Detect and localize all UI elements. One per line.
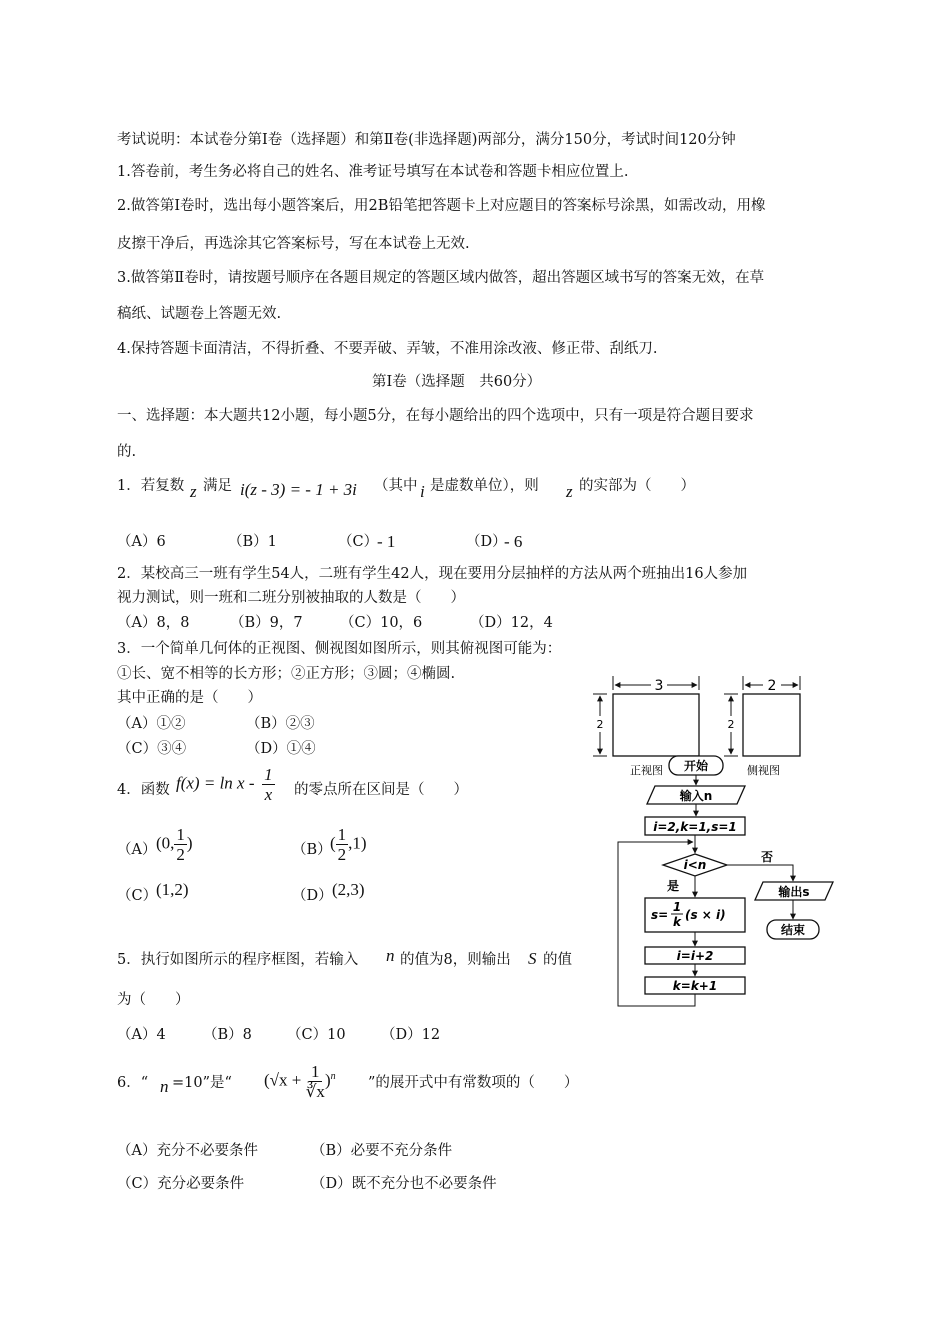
instruction-item-2-line1: 2.做答第Ⅰ卷时，选出每小题答案后，用2B铅笔把答题卡上对应题目的答案标号涂黑，如需改动，用橡 (117, 198, 766, 214)
q4-option-a-fraction (174, 826, 187, 863)
q1-text-1: 1．若复数 (117, 478, 185, 494)
q4-option-a-label: （A） (117, 842, 157, 858)
q6-expression-num: 1 (311, 1062, 320, 1081)
instruction-item-4: 4.保持答题卡面清洁，不得折叠、不要弄破、弄皱，不准用涂改液、修正带、刮纸刀. (117, 341, 658, 357)
flow-init-label: i=2,k=1,s=1 (653, 820, 737, 834)
q1-text-4: 是虚数单位），则 (430, 478, 539, 494)
q4-text-1: 4．函数 (117, 782, 170, 798)
q5-text-1: 5．执行如图所示的程序框图，若输入 (117, 952, 359, 968)
q1-var-z: z (190, 482, 197, 501)
q6-expression-pre: (√x + (264, 1070, 302, 1090)
q4-text-2: 的零点所在区间是（ ） (294, 782, 468, 798)
q4-fraction-numerator: 1 (264, 765, 273, 784)
q6-text-3: ”的展开式中有常数项的（ ） (368, 1075, 579, 1091)
q5-line2: 为（ ） (117, 992, 190, 1008)
flow-start-label: 开始 (683, 759, 709, 773)
q6-var-n: n (160, 1077, 169, 1096)
q6-text-2: =10”是“ (172, 1075, 232, 1091)
q4-option-a-pre: (0, (156, 833, 175, 853)
q4-option-d-value: (2,3) (332, 880, 365, 899)
q1-option-a: （A）6 (117, 534, 166, 550)
q5-var-s: S (528, 949, 537, 968)
q2-line2: 视力测试，则一班和二班分别被抽取的人数是（ ） (117, 590, 465, 606)
front-width-label: 3 (654, 678, 664, 694)
flowchart (618, 756, 833, 1006)
q4-option-a-num: 1 (176, 825, 185, 844)
q3-option-b: （B）②③ (246, 716, 315, 732)
q5-text-2: 的值为8，则输出 (400, 952, 511, 968)
q5-option-b: （B）8 (203, 1027, 252, 1043)
q4-option-a-post: ) (186, 833, 193, 853)
q1-var-z-2: z (566, 482, 573, 501)
front-view-label: 正视图 (630, 764, 663, 777)
q2-option-c: （C）10，6 (340, 615, 423, 631)
q5-option-d: （D）12 (381, 1027, 441, 1043)
q6-option-c: （C）充分必要条件 (117, 1176, 245, 1192)
flow-input-label: 输入n (679, 789, 713, 803)
q4-option-a-value (156, 826, 193, 863)
q6-text-1: 6．“ (117, 1075, 149, 1091)
instruction-item-3-line2: 稿纸、试题卷上答题无效. (117, 306, 282, 322)
flow-end-label: 结束 (780, 923, 806, 937)
part1-intro-line2: 的. (117, 444, 137, 460)
q1-equation: i(z - 3) = - 1 + 3i (240, 480, 357, 499)
q1-var-i: i (420, 482, 425, 501)
q4-fraction-denominator: x (264, 785, 273, 804)
q4-option-d-label: （D） (292, 888, 333, 904)
flow-step3-label: k=k+1 (672, 979, 718, 993)
q4-option-b-post: ,1) (348, 833, 367, 853)
q5-option-c: （C）10 (287, 1027, 346, 1043)
q3-line1: 3．一个简单几何体的正视图、侧视图如图所示，则其俯视图可能为： (117, 641, 562, 657)
flow-no-label: 否 (761, 850, 774, 864)
figure-views-and-flowchart (585, 670, 850, 1020)
side-width-label: 2 (767, 678, 777, 694)
q3-line2: ①长、宽不相等的长方形；②正方形；③圆；④椭圆. (117, 666, 456, 682)
q1-text-2: 满足 (203, 478, 232, 494)
q1-option-c-value: - 1 (377, 532, 396, 551)
q3-option-a: （A）①② (117, 716, 186, 732)
flow-condition-label: i<n (683, 858, 707, 872)
q6-option-a: （A）充分不必要条件 (117, 1143, 258, 1159)
q4-function-lhs: f(x) = ln x - (176, 773, 255, 793)
section-title: 第Ⅰ卷（选择题 共60分） (372, 374, 542, 390)
side-view (724, 676, 800, 777)
q4-option-b-den: 2 (337, 845, 347, 864)
q6-option-d: （D）既不充分也不必要条件 (311, 1176, 497, 1192)
q2-option-b: （B）9，7 (230, 615, 303, 631)
q5-text-3: 的值 (543, 952, 572, 968)
flow-yes-label: 是 (667, 879, 680, 893)
q2-line1: 2．某校高三一班有学生54人，二班有学生42人，现在要用分层抽样的方法从两个班抽出16人参加 (117, 566, 748, 582)
flow-step1-num: 1 (672, 900, 682, 914)
q1-option-d-label: （D） (466, 534, 507, 550)
q4-option-b-num: 1 (337, 825, 347, 844)
front-view-rect (613, 694, 699, 756)
q4-option-b-pre: ( (330, 833, 336, 853)
instruction-item-1: 1.答卷前，考生务必将自己的姓名、准考证号填写在本试卷和答题卡相应位置上. (117, 164, 629, 180)
q6-expression-post: ) (324, 1070, 331, 1090)
q6-expression (264, 1063, 336, 1100)
q1-text-5: 的实部为（ ） (579, 478, 695, 494)
q3-option-c: （C）③④ (117, 741, 187, 757)
flow-arrow-no (727, 865, 793, 881)
front-height-label: 2 (596, 718, 604, 731)
side-height-label: 2 (727, 718, 735, 731)
q1-option-c-label: （C） (338, 534, 379, 550)
side-view-label: 侧视图 (747, 764, 780, 777)
q5-var-n: n (386, 946, 395, 965)
q4-option-c-value: (1,2) (156, 880, 189, 899)
flow-step2-label: i=i+2 (676, 949, 714, 963)
flow-output-label: 输出s (778, 885, 810, 899)
instruction-item-3-line1: 3.做答第Ⅱ卷时，请按题号顺序在各题目规定的答题区域内做答，超出答题区域书写的答案无效，在草 (117, 270, 765, 286)
q4-option-a-den: 2 (176, 845, 185, 864)
q4-option-b-value (330, 826, 367, 863)
q6-expression-den: ∛x (305, 1082, 325, 1101)
q4-option-b-fraction (336, 826, 349, 863)
flow-step1-post: (s × i) (685, 908, 726, 922)
q5-option-a: （A）4 (117, 1027, 166, 1043)
q3-option-d: （D）①④ (246, 741, 316, 757)
q6-option-b: （B）必要不充分条件 (311, 1143, 453, 1159)
instruction-item-2-line2: 皮擦干净后，再选涂其它答案标号，写在本试卷上无效. (117, 236, 470, 252)
q6-expression-exponent: n (330, 1070, 336, 1082)
q4-fraction (262, 766, 275, 803)
exam-instructions-header: 考试说明：本试卷分第Ⅰ卷（选择题）和第Ⅱ卷(非选择题)两部分，满分150分，考试时间120分钟 (117, 132, 736, 148)
q1-option-d-value: - 6 (504, 532, 523, 551)
q1-text-3: （其中 (374, 478, 418, 494)
q6-expression-fraction (306, 1063, 325, 1100)
flow-step1-den: k (673, 915, 681, 929)
flow-step1-pre: s= (651, 908, 669, 922)
q3-line3: 其中正确的是（ ） (117, 690, 262, 706)
q1-option-b: （B）1 (228, 534, 277, 550)
q2-option-d: （D）12，4 (470, 615, 553, 631)
side-view-rect (743, 694, 800, 756)
part1-intro-line1: 一、选择题：本大题共12小题，每小题5分，在每小题给出的四个选项中，只有一项是符合题目要求 (117, 408, 754, 424)
q4-option-c-label: （C） (117, 888, 158, 904)
q4-option-b-label: （B） (292, 842, 332, 858)
q2-option-a: （A）8，8 (117, 615, 190, 631)
q4-function (176, 766, 275, 803)
